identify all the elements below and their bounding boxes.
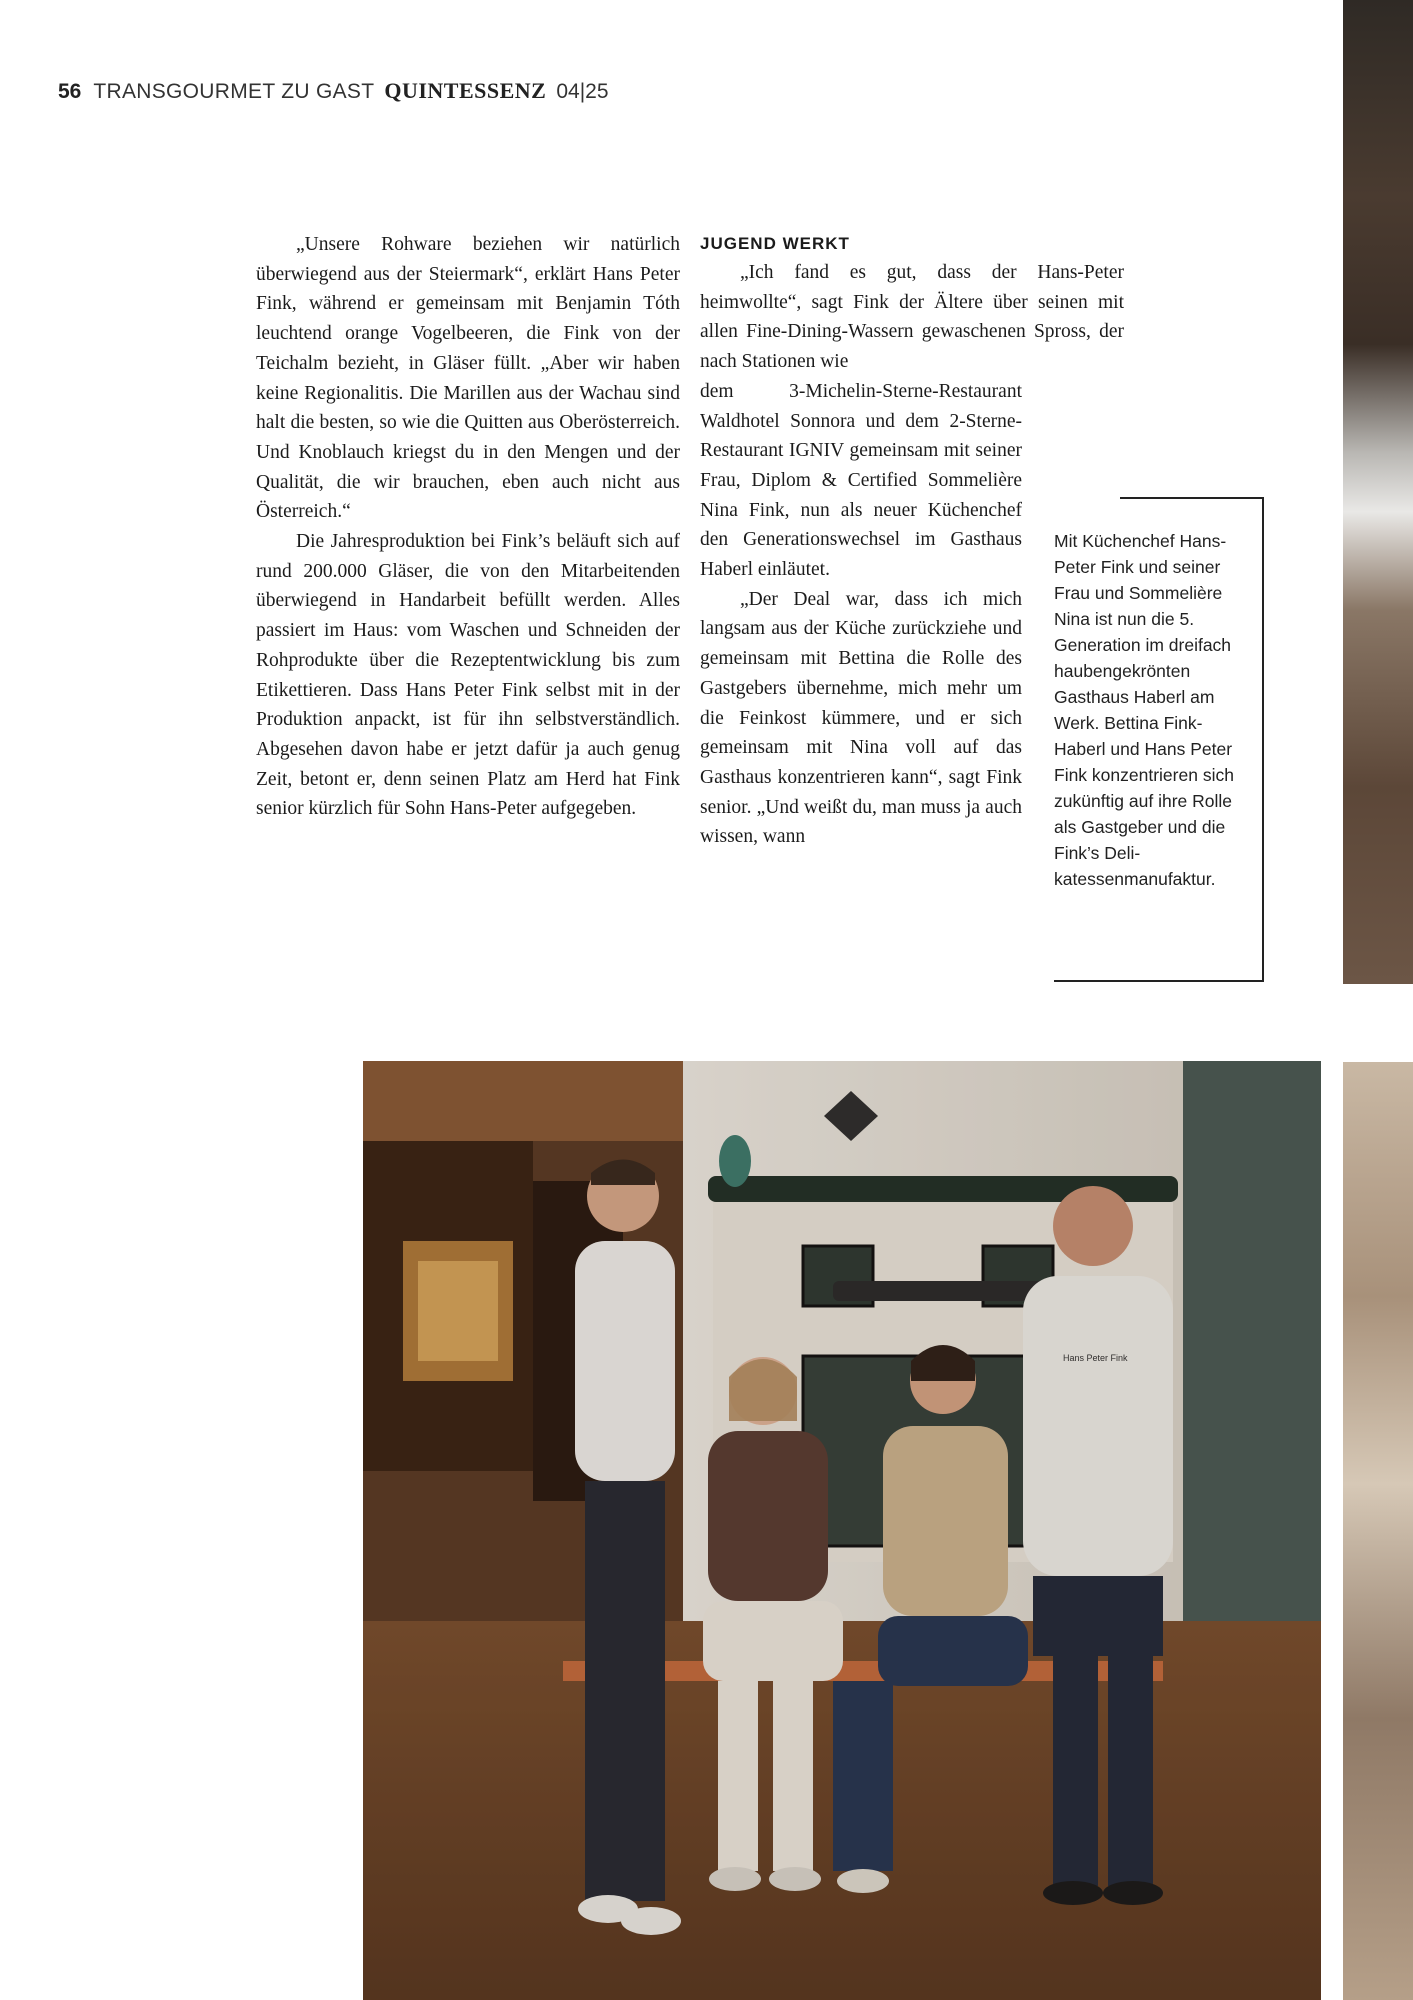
photo-caption-box	[1054, 497, 1264, 982]
article-paragraph: „Ich fand es gut, dass der Hans-Peter heimwollte“, sagt Fink der Ältere über seinen mit allen Fine-Dining-Wassern gewaschenen Spross, der nach Stationen wie	[700, 262, 1124, 373]
article-narrow-block	[700, 377, 1022, 852]
publication-name: TRANSGOURMET ZU GAST	[93, 80, 375, 103]
caption-rule-right	[1262, 497, 1264, 982]
team-photo-illustration	[363, 1061, 1321, 2000]
side-photo-top	[1343, 0, 1413, 984]
jacket-embroidery: Hans Peter Fink	[1063, 1353, 1128, 1363]
article-paragraph: „Unsere Rohware beziehen wir natürlich überwiegend aus der Steiermark“, erklärt Hans Peter Fink, während er gemeinsam mit Benjamin Tóth leuchtend orange Vogelbeeren, die Fink von der Teichalm bezieht, in Gläser füllt. „Aber wir haben keine Regionalitis. Die Marillen aus der Wachau sind halt die besten, so wie die Quitten aus Oberösterreich. Und Knoblauch kriegst du in den Mengen und der Qualität, die wir brauchen, eben auch nicht aus Österreich.“	[256, 234, 680, 523]
caption-rule-bottom	[1054, 980, 1264, 982]
team-photo	[363, 1061, 1321, 2000]
running-header	[58, 78, 609, 104]
issue-number: 04|25	[556, 80, 609, 103]
article-column-1	[256, 230, 680, 824]
magazine-name: QUINTESSENZ	[384, 78, 547, 103]
article-paragraph: Die Jahresproduktion bei Fink’s beläuft sich auf rund 200.000 Gläser, die von den Mitarbeitenden überwiegend in Handarbeit befüllt werden. Alles passiert im Haus: vom Waschen und Schneiden der Rohprodukte über die Rezeptentwicklung bis zum Etikettieren. Dass Hans Peter Fink selbst mit in der Produktion anpackt, ist für ihn selbstverständlich. Abgesehen davon habe er jetzt dafür ja auch genug Zeit, betont er, denn seinen Platz am Herd hat Fink senior kürzlich für Sohn Hans-Peter aufgegeben.	[256, 531, 680, 820]
page-number: 56	[58, 80, 82, 103]
article-paragraph-continued: dem 3-Michelin-Sterne-Restaurant Waldhotel Sonnora und dem 2-Sterne-Restaurant IGNIV gemeinsam mit seiner Frau, Diplom & Certified Sommelière Nina Fink, nun als neuer Küchenchef den Generationswechsel im Gasthaus Haberl einläutet.	[700, 380, 1022, 581]
photo-caption: Mit Küchenchef Hans-Peter Fink und seiner Frau und Sommelière Nina ist nun die 5. Generation im dreifach haubengekrönten Gasthaus Haberl am Werk. Bettina Fink-Haberl und Hans Peter Fink konzentrieren sich zukünftig auf ihre Rolle als Gastgeber und die Fink’s Delikatessenmanufaktur.	[1054, 531, 1234, 889]
section-kicker: JUGEND WERKT	[700, 234, 850, 253]
side-photo-bottom	[1343, 1062, 1413, 2000]
article-paragraph: „Der Deal war, dass ich mich langsam aus der Küche zurückziehe und gemeinsam mit Bettina die Rolle des Gastgebers übernehme, mich mehr um die Feinkost kümmere, und er sich gemeinsam mit Nina voll auf das Gasthaus konzentrieren kann“, sagt Fink senior. „Und weißt du, man muss ja auch wissen, wann	[700, 588, 1022, 848]
caption-rule-top	[1120, 497, 1264, 499]
